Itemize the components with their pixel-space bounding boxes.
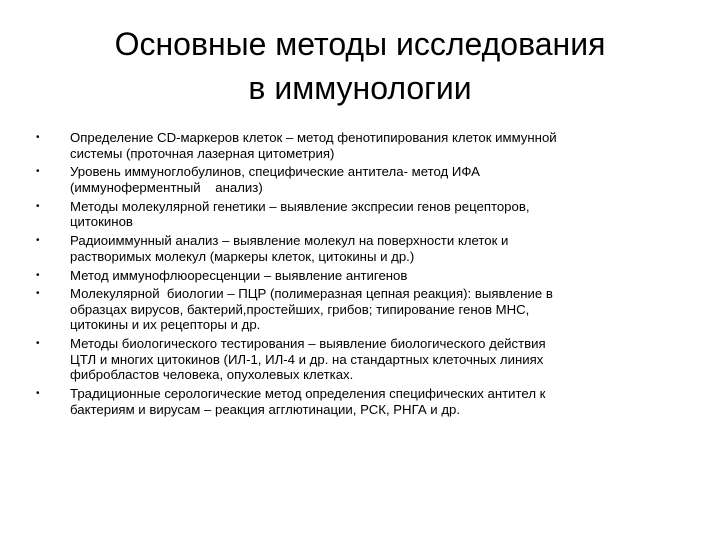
- bullet-text-line: цитокинов: [70, 214, 133, 230]
- bullet-dot-icon: •: [36, 288, 40, 300]
- bullet-dot-icon: •: [36, 388, 40, 400]
- bullet-text-line: цитокины и их рецепторы и др.: [70, 317, 261, 333]
- bullet-text-line: (иммуноферментный анализ): [70, 179, 263, 195]
- bullet-dot-icon: •: [36, 338, 40, 350]
- bullet-item: [36, 286, 696, 333]
- bullet-dot-icon: •: [36, 166, 40, 178]
- bullet-text-line: Молекулярной биологии – ПЦР (полимеразная цепная реакция): выявление в: [70, 286, 553, 302]
- bullet-dot-icon: •: [36, 235, 40, 247]
- bullet-text-line: Методы молекулярной генетики – выявление экспресии генов рецепторов,: [70, 198, 530, 214]
- bullet-text-line: образцах вирусов, бактерий,простейших, грибов; типирование генов МНС,: [70, 301, 530, 317]
- bullet-item: [36, 199, 696, 230]
- bullet-text-line: Определение CD-маркеров клеток – метод фенотипирования клеток иммунной: [70, 130, 557, 145]
- bullet-text-line: бактериям и вирусам – реакция агглютинации, РСК, РНГА и др.: [70, 401, 461, 417]
- bullet-item: [36, 386, 696, 417]
- bullet-item: [36, 233, 696, 264]
- bullet-text-line: растворимых молекул (маркеры клеток, цитокины и др.): [70, 248, 415, 264]
- bullet-text-line: Радиоиммунный анализ – выявление молекул на поверхности клеток и: [70, 233, 509, 249]
- bullet-dot-icon: •: [36, 200, 40, 212]
- bullet-text-line: системы (проточная лазерная цитометрия): [70, 145, 335, 161]
- bullet-item: [36, 336, 696, 383]
- bullet-text-line: ЦТЛ и многих цитокинов (ИЛ-1, ИЛ-4 и др. на стандартных клеточных линиях: [70, 351, 544, 367]
- title-line: в иммунологии: [248, 70, 472, 106]
- bullet-dot-icon: •: [36, 132, 40, 143]
- bullet-text-line: Метод иммунофлюоресценции – выявление антигенов: [70, 267, 408, 283]
- title-line: Основные методы исследования: [114, 26, 606, 62]
- bullet-item: [36, 130, 696, 161]
- bullet-text-line: Уровень иммуноглобулинов, специфические антитела- метод ИФА: [70, 164, 480, 180]
- bullet-list: [36, 130, 696, 421]
- bullet-dot-icon: •: [36, 269, 40, 281]
- bullet-text-line: Методы биологического тестирования – выявление биологического действия: [70, 336, 546, 352]
- bullet-text-line: фибробластов человека, опухолевых клетках.: [70, 367, 354, 383]
- bullet-item: [36, 268, 696, 284]
- bullet-item: [36, 164, 696, 195]
- slide-title: [60, 22, 660, 110]
- bullet-text-line: Традиционные серологические метод определения специфических антител к: [70, 386, 546, 402]
